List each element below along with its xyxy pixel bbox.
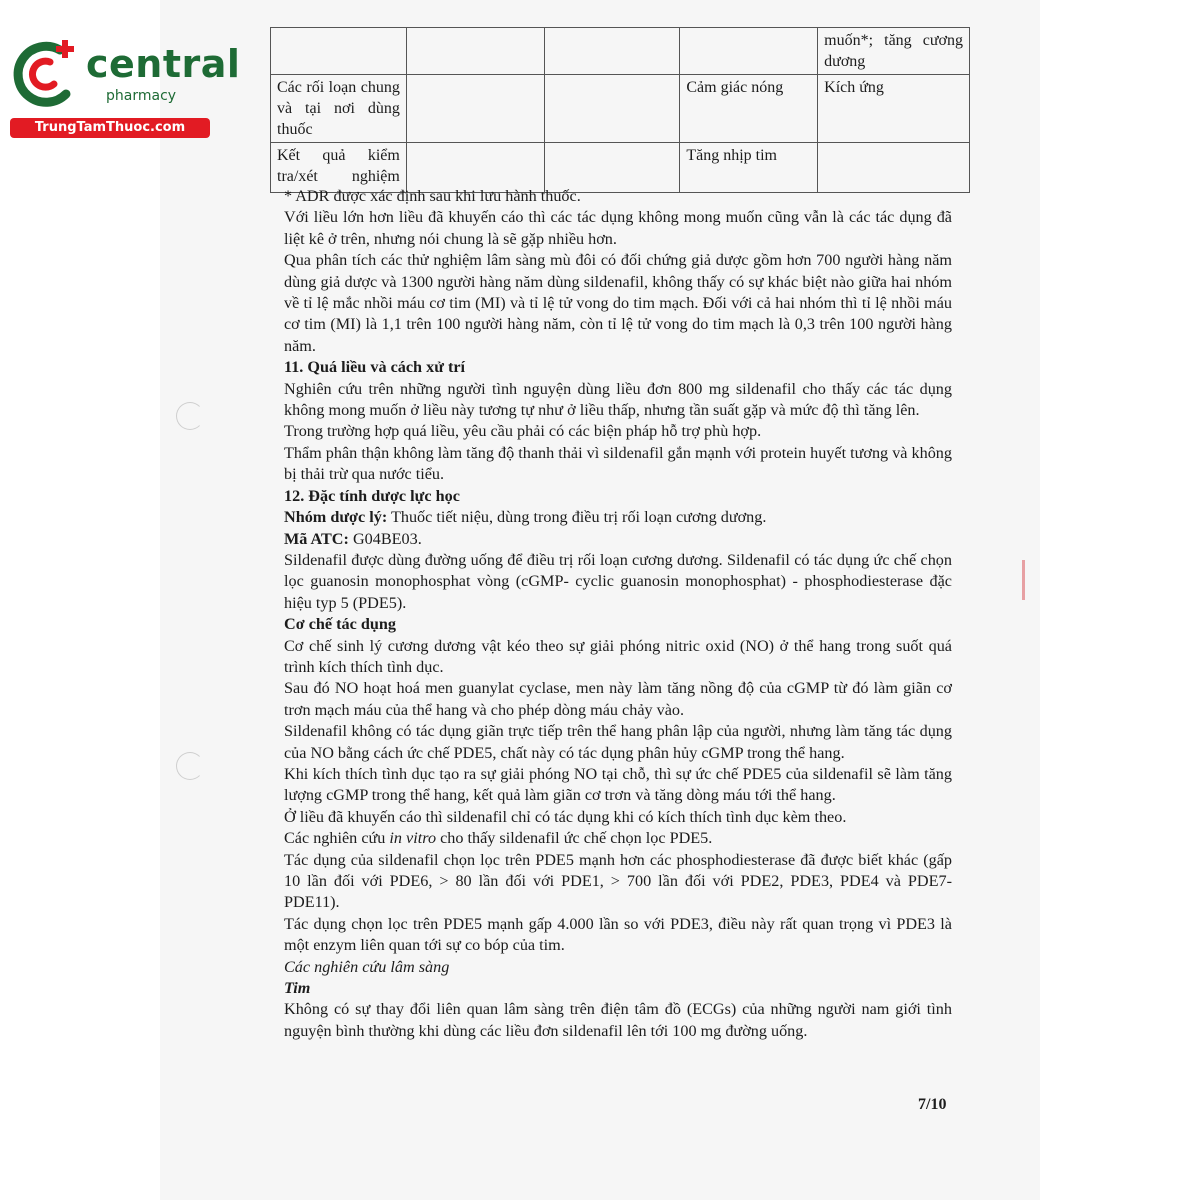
paragraph: Tác dụng của sildenafil chọn lọc trên PDE5 mạnh hơn các phosphodiesterase đã được biết khác (gấp 10 lần đối với PDE6, > 80 lần đối với PDE1, > 700 lần đối với PDE2, PDE3, PDE4 và PDE7- PDE11). [284,850,952,912]
paragraph: Qua phân tích các thử nghiệm lâm sàng mù đôi có đối chứng giả dược gồm hơn 700 người hàng năm dùng giả dược và 1300 người hàng năm dùng sildenafil, không thấy có sự khác biệt nào giữa hai nhóm về tỉ lệ mắc nhồi máu cơ tim (MI) và tỉ lệ tử vong do tim mạch. Đối với cả hai nhóm thì tỉ lệ nhồi máu cơ tim (MI) là 1,1 trên 100 người hàng năm, còn tỉ lệ tử vong do tim mạch là 0,3 trên 100 người hàng năm. [284,251,952,355]
table-cell: Cảm giác nóng [680,75,818,143]
table-row [271,143,970,193]
paragraph: Thẩm phân thận không làm tăng độ thanh thải vì sildenafil gắn mạnh với protein huyết tương và không bị thải trừ qua nước tiểu. [284,443,952,484]
paragraph: Nghiên cứu trên những người tình nguyện dùng liều đơn 800 mg sildenafil cho thấy các tác dụng không mong muốn ở liều này tương tự như ở liều thấp, nhưng tần suất gặp và mức độ thì tăng lên. [284,379,952,420]
central-logo-icon [10,36,82,112]
table-row [271,75,970,143]
page-number: 7/10 [918,1096,947,1113]
subheading-clinical-studies: Các nghiên cứu lâm sàng [284,957,450,976]
section-heading-12: 12. Đặc tính dược lực học [284,486,460,505]
paragraph [284,507,952,528]
adr-table [270,27,970,193]
table-cell: Các rối loạn chung và tại nơi dùng thuốc [271,75,407,143]
atc-label: Mã ATC: [284,529,349,548]
paragraph: Ở liều đã khuyến cáo thì sildenafil chỉ có tác dụng khi có kích thích tình dục kèm theo. [284,807,847,826]
table-row [271,28,970,75]
logo-brand: central [86,42,241,86]
central-pharmacy-logo [10,34,241,144]
paragraph: Sildenafil được dùng đường uống để điều trị rối loạn cương dương. Sildenafil có tác dụng ức chế chọn lọc guanosin monophosphat vòng (cGMP- cyclic guanosin monophosphat) - phosphodiesterase đặc hiệu typ 5 (PDE5). [284,550,952,612]
in-vitro-term: in vitro [389,829,437,848]
footnote: * ADR được xác định sau khi lưu hành thuốc. [284,187,581,205]
paragraph: Khi kích thích tình dục tạo ra sự giải phóng NO tại chỗ, thì sự ức chế PDE5 của sildenafil sẽ làm tăng lượng cGMP trong thể hang, kết quả làm giãn cơ trơn và tăng dòng máu tới thể hang. [284,764,952,805]
logo-subtitle: pharmacy [106,88,177,104]
table-cell: Kết quả kiểm tra/xét nghiệm [271,143,407,193]
subheading-mechanism: Cơ chế tác dụng [284,615,396,634]
group-text: Thuốc tiết niệu, dùng trong điều trị rối loạn cương dương. [387,508,767,527]
page-margin [1040,0,1200,1200]
punch-hole-bottom [176,752,204,780]
paragraph: Tác dụng chọn lọc trên PDE5 mạnh gấp 4.000 lần so với PDE3, điều này rất quan trọng vì PDE3 là một enzym liên quan tới sự co bóp của tim. [284,914,952,955]
logo-url-banner: TrungTamThuoc.com [10,118,210,138]
section-heading-11: 11. Quá liều và cách xử trí [284,358,466,377]
paragraph: Với liều lớn hơn liều đã khuyến cáo thì các tác dụng không mong muốn cũng vẫn là các tác dụng đã liệt kê ở trên, nhưng nói chung là sẽ gặp nhiều hơn. [284,208,952,248]
group-label: Nhóm dược lý: [284,508,388,527]
edge-mark [1022,560,1025,600]
paragraph: Cơ chế sinh lý cương dương vật kéo theo sự giải phóng nitric oxid (NO) ở thể hang trong suốt quá trình kích thích tình dục. [284,636,952,676]
table-cell: muốn*; tăng cương dương [818,28,970,75]
paragraph: Sau đó NO hoạt hoá men guanylat cyclase, men này làm tăng nồng độ của cGMP từ đó làm giãn cơ trơn mạch máu của thể hang và cho phép dòng máu chảy vào. [284,679,952,719]
atc-text: G04BE03. [348,529,422,548]
paragraph: Trong trường hợp quá liều, yêu cầu phải có các biện pháp hỗ trợ phù hợp. [284,422,762,441]
text-run: Các nghiên cứu [284,829,390,848]
subheading-heart: Tim [284,979,311,998]
paragraph: Không có sự thay đổi liên quan lâm sàng trên điện tâm đồ (ECGs) của những người nam giới tình nguyện bình thường khi dùng các liều đơn sildenafil lên tới 100 mg đường uống. [284,1000,952,1040]
paragraph [284,529,952,550]
paragraph: Sildenafil không có tác dụng giãn trực tiếp trên thể hang phân lập của người, nhưng làm tăng tác dụng của NO bằng cách ức chế PDE5, chất này có tác dụng phân hủy cGMP trong thể hang. [284,722,952,762]
table-cell: Tăng nhịp tim [680,143,818,193]
text-run: cho thấy sildenafil ức chế chọn lọc PDE5. [436,829,713,848]
punch-hole-top [176,402,204,430]
paragraph [284,828,952,849]
table-cell: Kích ứng [818,75,970,143]
document-body [284,186,952,1042]
